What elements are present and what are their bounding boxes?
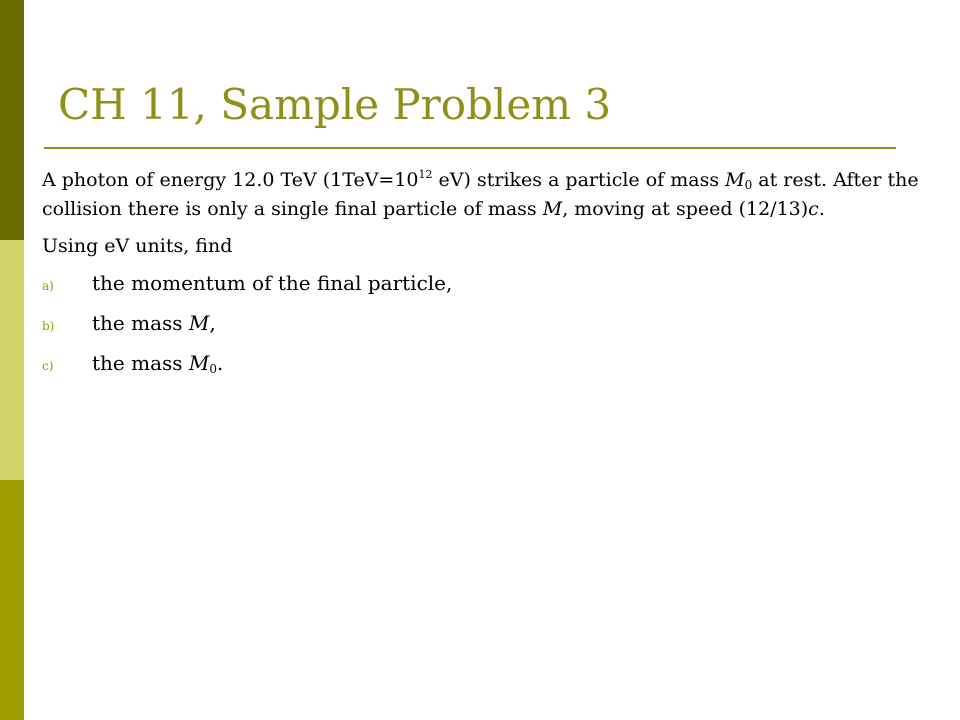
part-b-prefix: the mass [92, 311, 189, 335]
slide-title: CH 11, Sample Problem 3 [58, 80, 612, 129]
part-b-suffix: , [209, 311, 216, 335]
problem-text-1: A photon of energy 12.0 TeV (1TeV=10 [42, 169, 419, 191]
problem-text-3: at rest. After the collision there is only a single final particle of mass [42, 169, 919, 220]
part-b-mass-symbol: M [188, 311, 210, 335]
instruction: Using eV units, find [42, 235, 233, 257]
speed-of-light-symbol: c [808, 198, 819, 220]
list-item [42, 349, 942, 389]
side-accent-bar-middle [0, 240, 24, 480]
list-marker: c) [42, 359, 54, 373]
problem-text-2: eV) strikes a particle of mass [432, 169, 726, 191]
problem-text-5: . [818, 198, 825, 220]
question-parts-list [42, 269, 942, 389]
title-underline [44, 147, 896, 149]
part-a-text: the momentum of the final particle, [92, 271, 453, 295]
mass-symbol: M [725, 169, 745, 191]
list-marker: b) [42, 319, 55, 333]
list-item [42, 309, 942, 349]
part-c-suffix: . [217, 351, 224, 375]
part-b-text [92, 309, 216, 338]
part-c-mass-symbol: M [188, 351, 210, 375]
problem-text-4: , moving at speed (12/13) [562, 198, 809, 220]
list-item [42, 269, 942, 309]
exponent: 12 [418, 168, 433, 181]
side-accent-bar-top [0, 0, 24, 240]
final-mass-symbol: M [542, 198, 563, 220]
side-accent-bar-bottom [0, 480, 24, 720]
part-c-prefix: the mass [92, 351, 189, 375]
slide-content [42, 166, 942, 389]
part-c-text [92, 349, 223, 378]
list-marker: a) [42, 279, 54, 293]
problem-statement [42, 166, 942, 224]
part-c-mass-subscript: 0 [209, 362, 218, 376]
mass-subscript: 0 [744, 178, 753, 192]
